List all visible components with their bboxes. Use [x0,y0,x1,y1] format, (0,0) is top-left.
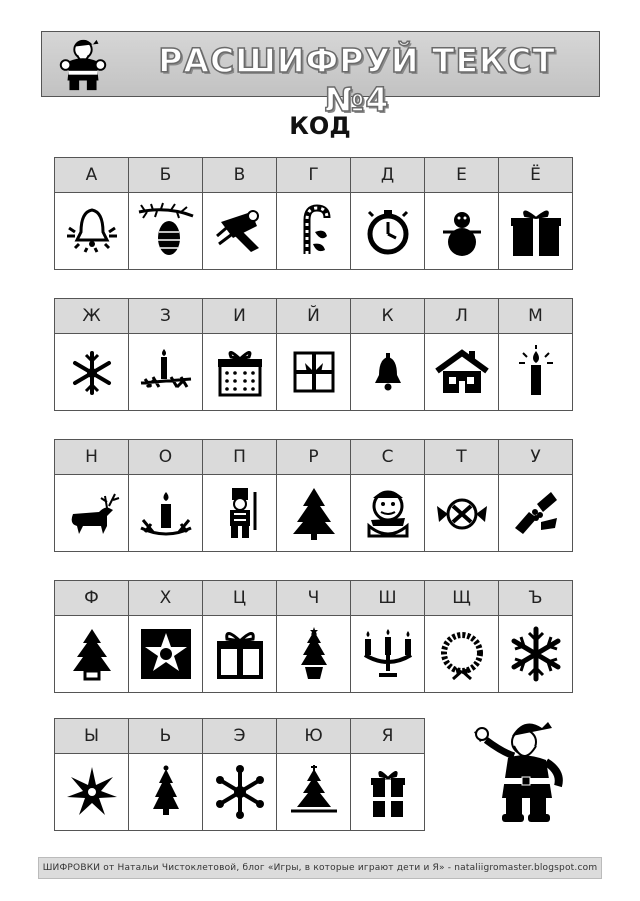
reindeer-icon [63,484,121,542]
cell-symbol [55,616,128,692]
cell-symbol [129,616,202,692]
clock-icon [359,202,417,260]
candy-icon [433,484,491,542]
code-cell [128,718,203,831]
cell-symbol [351,475,424,551]
footer-credit: ШИФРОВКИ от Натальи Чистоклетовой, блог «Игры, в которые играют дети и Я» - nataliigromaster.blogspot.com [38,857,602,879]
cell-letter: У [499,440,572,475]
code-cell [498,580,573,693]
cell-letter: Е [425,158,498,193]
code-cell [54,298,129,411]
code-cell [276,718,351,831]
candle-wreath-icon [137,484,195,542]
angel-icon [211,202,269,260]
cell-symbol [203,334,276,410]
code-cell [202,157,277,270]
cell-symbol [55,334,128,410]
code-cell [54,439,129,552]
title-banner [41,31,600,119]
bell-icon [63,202,121,260]
cell-letter: М [499,299,572,334]
code-cell [202,298,277,411]
cell-symbol [425,334,498,410]
fir-tree-icon [285,763,343,821]
code-cell [276,298,351,411]
cell-letter: Р [277,440,350,475]
house-icon [433,343,491,401]
code-cell [128,298,203,411]
cell-letter: Ь [129,719,202,754]
code-heading: КОД [289,112,351,140]
code-row [54,298,573,411]
cell-letter: Я [351,719,424,754]
code-row [54,439,573,552]
tree-stand-icon [63,625,121,683]
code-cell [276,157,351,270]
pine-cone-icon [137,202,195,260]
code-cell [54,718,129,831]
snowman-face-icon [359,484,417,542]
cell-symbol [425,193,498,269]
cell-letter: Ч [277,581,350,616]
dotted-gift-icon [211,343,269,401]
page-title: РАСШИФРУЙ ТЕКСТ №4 [158,41,556,119]
star-burst-icon [137,625,195,683]
fir-branch-candle-icon [137,343,195,401]
cell-symbol [351,334,424,410]
cell-symbol [203,193,276,269]
cell-letter: Т [425,440,498,475]
code-cell [350,439,425,552]
code-cell [202,718,277,831]
cell-symbol [55,193,128,269]
code-cell [276,580,351,693]
santa-icon [54,36,112,94]
code-cell [128,157,203,270]
small-bell-icon [359,343,417,401]
cell-symbol [499,475,572,551]
cell-letter: Ш [351,581,424,616]
cell-letter: Ж [55,299,128,334]
cell-symbol [203,475,276,551]
code-cell [424,157,499,270]
small-tree-icon [137,763,195,821]
code-cell [128,439,203,552]
snowflake-dotted-icon [211,763,269,821]
wreath-icon [433,625,491,683]
code-cell [276,439,351,552]
cell-letter: Ф [55,581,128,616]
code-cell [424,580,499,693]
cell-symbol [351,754,424,830]
cell-symbol [203,616,276,692]
code-cell [424,298,499,411]
code-cell [202,439,277,552]
cell-letter: Х [129,581,202,616]
holly-icon [507,484,565,542]
cell-letter: С [351,440,424,475]
cell-letter: В [203,158,276,193]
code-cell [54,157,129,270]
cell-symbol [277,334,350,410]
code-row [54,580,573,693]
cell-letter: П [203,440,276,475]
cell-symbol [499,616,572,692]
cell-letter: Ю [277,719,350,754]
cell-symbol [129,334,202,410]
bow-gift-icon [211,625,269,683]
framed-gift-icon [285,343,343,401]
code-cell [54,580,129,693]
cell-symbol [277,193,350,269]
code-cell [498,298,573,411]
cell-letter: Л [425,299,498,334]
cell-letter: А [55,158,128,193]
cell-symbol [351,193,424,269]
code-cell [202,580,277,693]
tall-gift-icon [359,763,417,821]
cell-symbol [425,475,498,551]
code-cell [498,157,573,270]
santa-illustration [472,712,572,824]
candle-icon [507,343,565,401]
snowflake-star-icon [63,763,121,821]
cell-letter: Г [277,158,350,193]
cell-symbol [55,475,128,551]
cell-letter: Ъ [499,581,572,616]
code-cell [350,718,425,831]
cell-symbol [129,193,202,269]
cell-letter: Й [277,299,350,334]
cell-symbol [499,193,572,269]
cell-symbol [129,475,202,551]
potted-tree-icon [285,625,343,683]
candelabra-icon [359,625,417,683]
code-row [54,157,573,270]
code-cell [350,580,425,693]
cell-letter: Щ [425,581,498,616]
cell-symbol [351,616,424,692]
cell-symbol [277,754,350,830]
cell-letter: К [351,299,424,334]
candy-cane-icon [285,202,343,260]
cell-symbol [425,616,498,692]
cell-symbol [203,754,276,830]
tree-icon [285,484,343,542]
cell-letter: З [129,299,202,334]
cell-symbol [55,754,128,830]
cell-letter: Н [55,440,128,475]
snowflake-small-icon [63,343,121,401]
cell-symbol [499,334,572,410]
cell-symbol [129,754,202,830]
gift-box-icon [507,202,565,260]
cell-letter: Д [351,158,424,193]
cell-letter: Ё [499,158,572,193]
code-cell [128,580,203,693]
code-cell [350,157,425,270]
cell-letter: О [129,440,202,475]
toy-soldier-icon [211,484,269,542]
snowman-icon [433,202,491,260]
code-cell [498,439,573,552]
cell-letter: Ы [55,719,128,754]
code-row [54,718,425,831]
cell-symbol [277,616,350,692]
snowflake-icon [507,625,565,683]
cell-letter: Б [129,158,202,193]
code-cell [350,298,425,411]
code-cell [424,439,499,552]
cell-symbol [277,475,350,551]
cell-letter: Ц [203,581,276,616]
cell-letter: И [203,299,276,334]
cell-letter: Э [203,719,276,754]
